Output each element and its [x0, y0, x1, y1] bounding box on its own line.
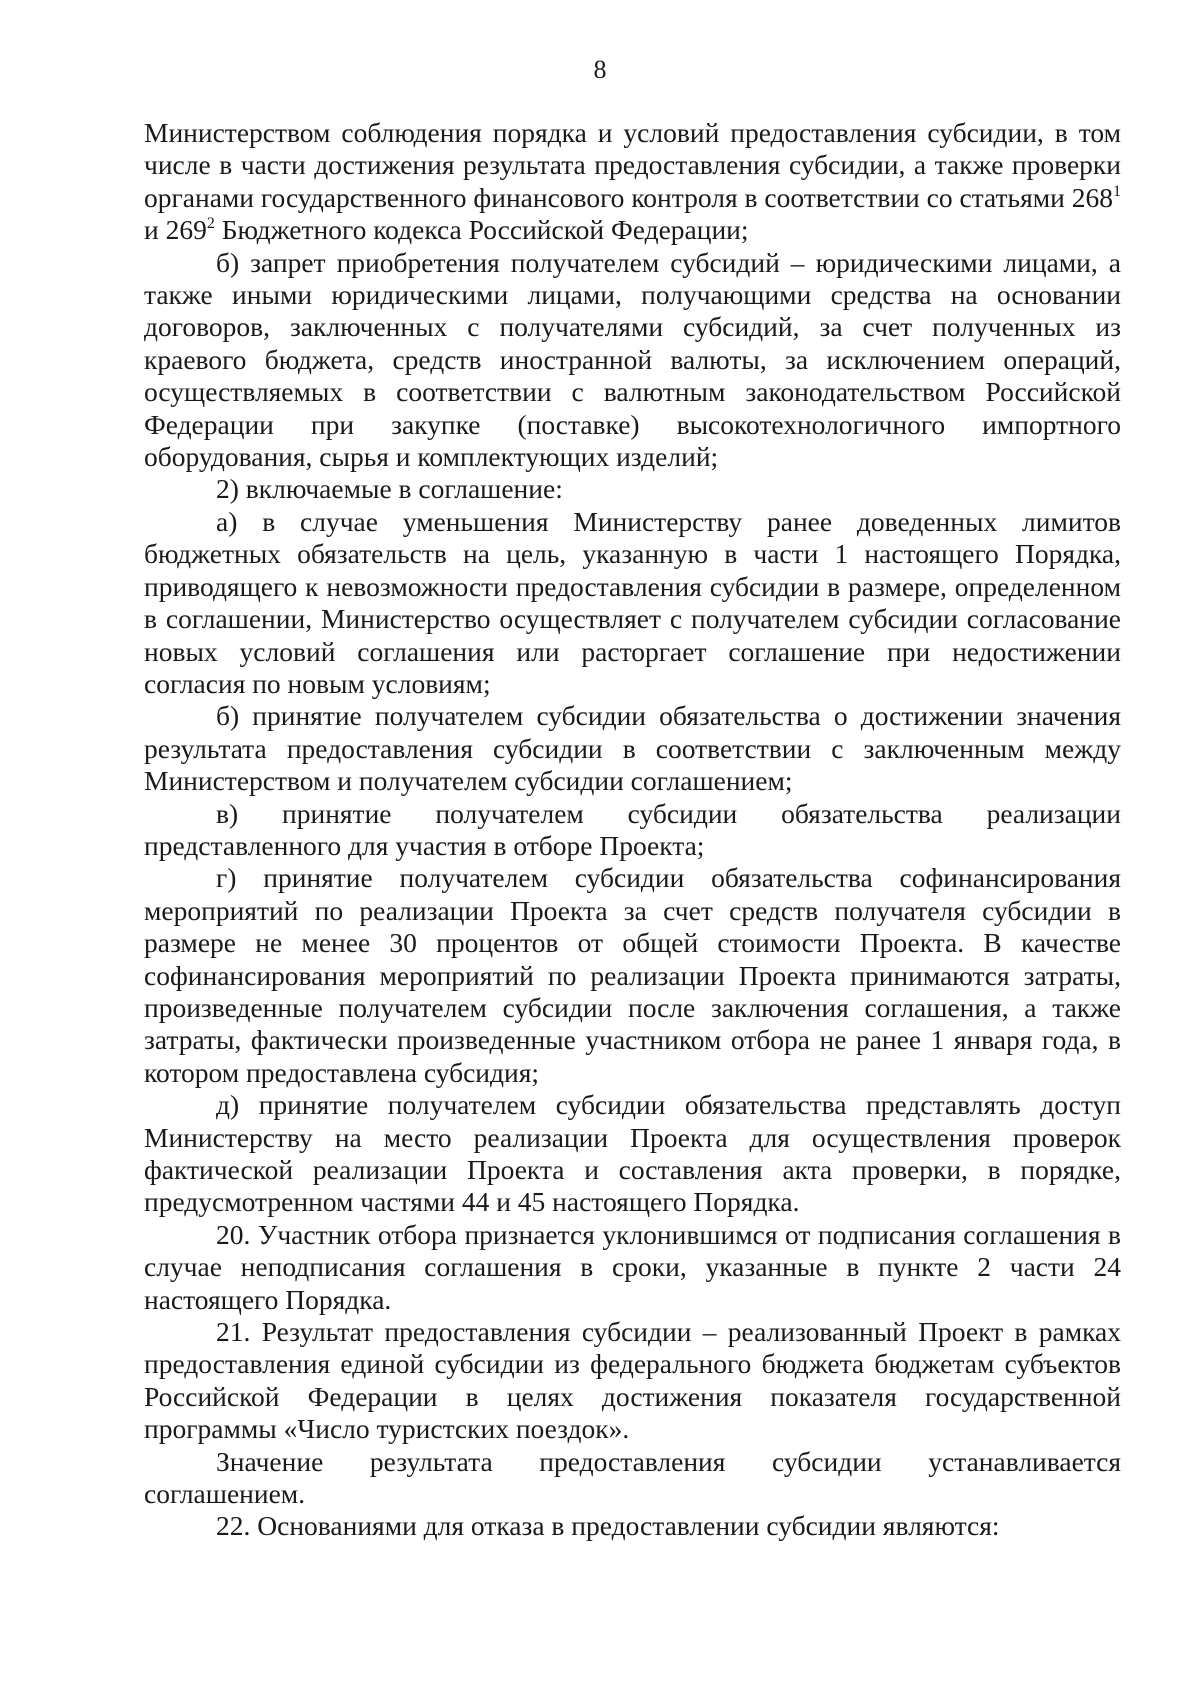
paragraph: [144, 247, 1121, 474]
footnote-superscript: 1: [1113, 182, 1121, 200]
paragraph-text: д) принятие получателем субсидии обязательства представлять доступ Министерству на место реализации Проекта для осуществления проверок фактической реализации Проекта и составления акта проверки, в порядке, предусмотренном частями 44 и 45 настоящего Порядка.: [144, 1089, 1121, 1218]
paragraph: [144, 1219, 1121, 1316]
paragraph: [144, 862, 1121, 1089]
paragraph-text: г) принятие получателем субсидии обязательства софинансирования мероприятий по реализации Проекта за счет средств получателя субсидии в размере не менее 30 процентов от общей стоимости Проекта. В качестве софинансирования мероприятий по реализации Проекта принимаются затраты, произведенные получателем субсидии после заключения соглашения, а также затраты, фактически произведенные участником отбора не ранее 1 января года, в котором предоставлена субсидия;: [144, 862, 1121, 1088]
document-body: [144, 117, 1121, 1543]
paragraph: [144, 1316, 1121, 1446]
paragraph-text: Министерством соблюдения порядка и условий предоставления субсидии, в том числе в части достижения результата предоставления субсидии, а также проверки органами государственного финансового контроля в соответствии со статьями 268: [144, 117, 1121, 213]
paragraph-text: и 269: [144, 214, 207, 246]
paragraph: [144, 700, 1121, 797]
paragraph: [144, 473, 1121, 505]
paragraph-text: 22. Основаниями для отказа в предоставлении субсидии являются:: [216, 1510, 1000, 1542]
paragraph: [144, 117, 1121, 247]
paragraph-text: 20. Участник отбора признается уклонившимся от подписания соглашения в случае неподписания соглашения в сроки, указанные в пункте 2 части 24 настоящего Порядка.: [144, 1218, 1121, 1315]
paragraph-text: а) в случае уменьшения Министерству ранее доведенных лимитов бюджетных обязательств на цель, указанную в части 1 настоящего Порядка, приводящего к невозможности предоставления субсидии в размере, определенном в соглашении, Министерство осуществляет с получателем субсидии согласование новых условий соглашения или расторгает соглашение при недостижении согласия по новым условиям;: [144, 505, 1121, 699]
paragraph-text: 21. Результат предоставления субсидии – реализованный Проект в рамках предоставления единой субсидии из федерального бюджета бюджетам субъектов Российской Федерации в целях достижения показателя государственной программы «Число туристских поездок».: [144, 1316, 1121, 1445]
footnote-superscript: 2: [206, 215, 215, 233]
paragraph: [144, 1089, 1121, 1219]
paragraph-text: Бюджетного кодекса Российской Федерации;: [214, 214, 749, 246]
paragraph: [144, 798, 1121, 863]
paragraph-text: 2) включаемые в соглашение:: [216, 473, 563, 505]
paragraph: [144, 1446, 1121, 1511]
paragraph: [144, 506, 1121, 700]
paragraph-text: б) запрет приобретения получателем субсидий – юридическими лицами, а также иными юридическими лицами, получающими средства на основании договоров, заключенных с получателями субсидий, за счет полученных из краевого бюджета, средств иностранной валюты, за исключением операций, осуществляемых в соответствии с валютным законодательством Российской Федерации при закупке (поставке) высокотехнологичного импортного оборудования, сырья и комплектующих изделий;: [144, 246, 1121, 473]
paragraph: [144, 1510, 1121, 1542]
paragraph-text: б) принятие получателем субсидии обязательства о достижении значения результата предоставления субсидии в соответствии с заключенным между Министерством и получателем субсидии соглашением;: [144, 700, 1121, 797]
page-number: 8: [593, 55, 607, 84]
paragraph-text: Значение результата предоставления субсидии устанавливается соглашением.: [144, 1445, 1121, 1510]
paragraph-text: в) принятие получателем субсидии обязательства реализации представленного для участия в отборе Проекта;: [144, 797, 1121, 861]
